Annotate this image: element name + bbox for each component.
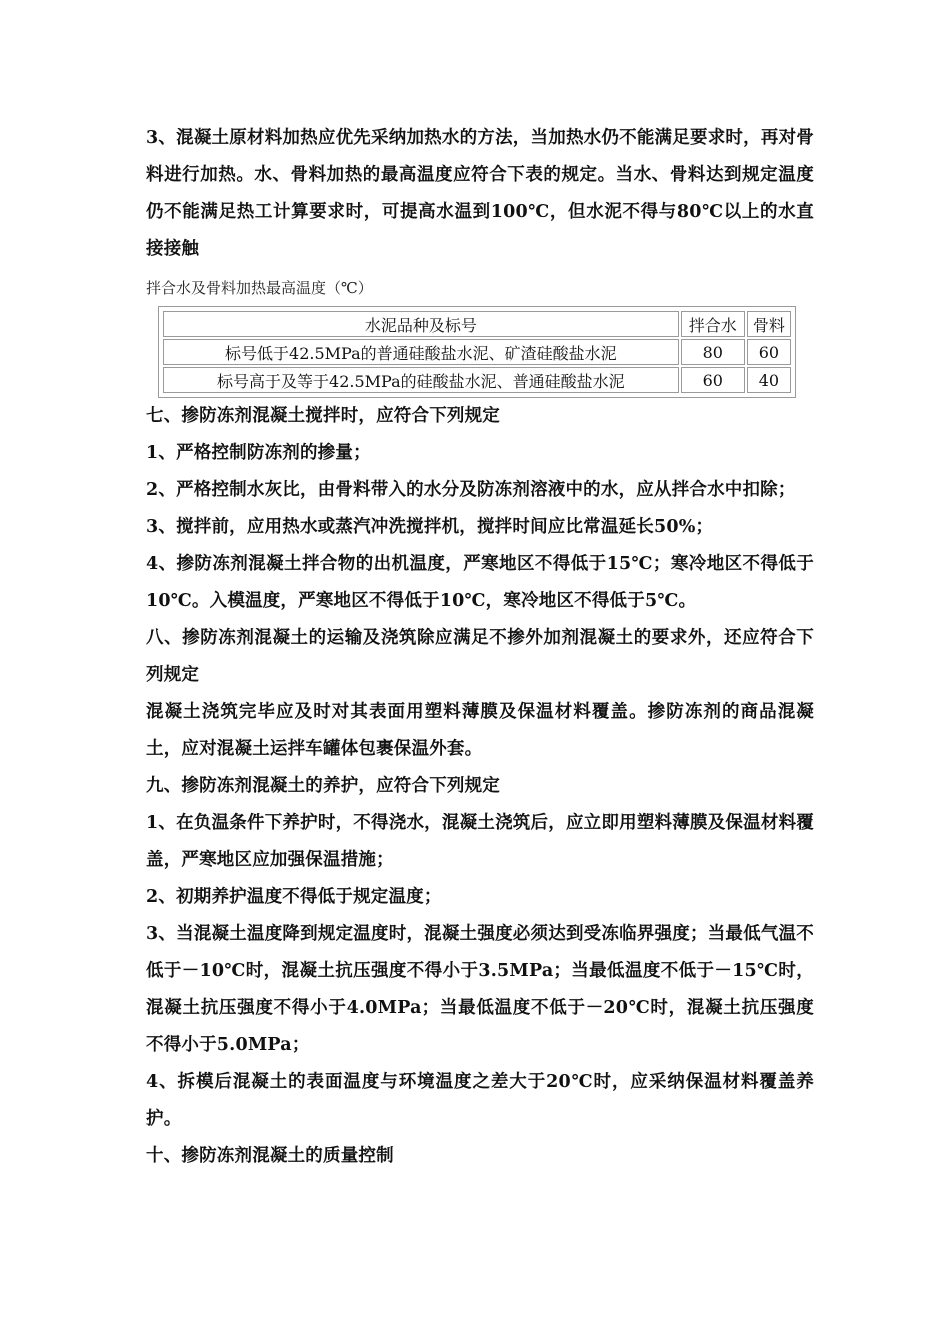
table-cell-cement: 标号高于及等于42.5MPa的硅酸盐水泥、普通硅酸盐水泥 <box>163 367 679 393</box>
list-item: 1、在负温条件下养护时，不得浇水，混凝土浇筑后，应立即用塑料薄膜及保温材料覆盖，严寒地区应加强保温措施； <box>146 813 814 870</box>
table-cell-aggregate: 40 <box>747 367 791 393</box>
table-caption: 拌合水及骨料加热最高温度（℃） <box>146 279 373 297</box>
table-cell-mix-water: 80 <box>681 339 745 365</box>
table-row <box>163 339 791 365</box>
list-item: 3、当混凝土温度降到规定温度时，混凝土强度必须达到受冻临界强度；当最低气温不低于－10℃时，混凝土抗压强度不得小于3.5MPa；当最低温度不低于－15℃时，混凝土抗压强度不得小于4.0MPa；当最低温度不低于－20℃时，混凝土抗压强度不得小于5.0MPa； <box>146 924 814 1055</box>
table-cell-mix-water: 60 <box>681 367 745 393</box>
table-header-aggregate: 骨料 <box>747 311 791 337</box>
list-item: 1、严格控制防冻剂的掺量； <box>146 443 371 463</box>
heating-temperature-table-grid <box>161 309 793 395</box>
table-cell-cement: 标号低于42.5MPa的普通硅酸盐水泥、矿渣硅酸盐水泥 <box>163 339 679 365</box>
paragraph-heat-method: 3、混凝土原材料加热应优先采纳加热水的方法，当加热水仍不能满足要求时，再对骨料进行加热。水、骨料加热的最高温度应符合下表的规定。当水、骨料达到规定温度仍不能满足热工计算要求时，可提高水温到100℃，但水泥不得与80℃以上的水直接接触 <box>146 128 814 259</box>
heading-seven: 七、掺防冻剂混凝土搅拌时，应符合下列规定 <box>146 406 500 426</box>
list-item: 4、掺防冻剂混凝土拌合物的出机温度，严寒地区不得低于15℃；寒冷地区不得低于10℃。入模温度，严寒地区不得低于10℃，寒冷地区不得低于5℃。 <box>146 554 814 611</box>
paragraph-curing-cover: 混凝土浇筑完毕应及时对其表面用塑料薄膜及保温材料覆盖。掺防冻剂的商品混凝土，应对混凝土运拌车罐体包裹保温外套。 <box>146 702 814 759</box>
table-header-row <box>163 311 791 337</box>
heading-ten: 十、掺防冻剂混凝土的质量控制 <box>146 1146 394 1166</box>
document-page <box>146 120 814 1175</box>
heading-eight: 八、掺防冻剂混凝土的运输及浇筑除应满足不掺外加剂混凝土的要求外，还应符合下列规定 <box>146 628 814 685</box>
list-item: 2、初期养护温度不得低于规定温度； <box>146 887 442 907</box>
table-cell-aggregate: 60 <box>747 339 791 365</box>
list-item: 2、严格控制水灰比，由骨料带入的水分及防冻剂溶液中的水，应从拌合水中扣除； <box>146 480 796 500</box>
table-row <box>163 367 791 393</box>
list-item: 4、拆模后混凝土的表面温度与环境温度之差大于20℃时，应采纳保温材料覆盖养护。 <box>146 1072 814 1129</box>
table-header-mix-water: 拌合水 <box>681 311 745 337</box>
table-header-cement: 水泥品种及标号 <box>163 311 679 337</box>
list-item: 3、搅拌前，应用热水或蒸汽冲洗搅拌机，搅拌时间应比常温延长50%； <box>146 517 714 537</box>
heating-temperature-table <box>158 306 796 398</box>
heading-nine: 九、掺防冻剂混凝土的养护，应符合下列规定 <box>146 776 500 796</box>
